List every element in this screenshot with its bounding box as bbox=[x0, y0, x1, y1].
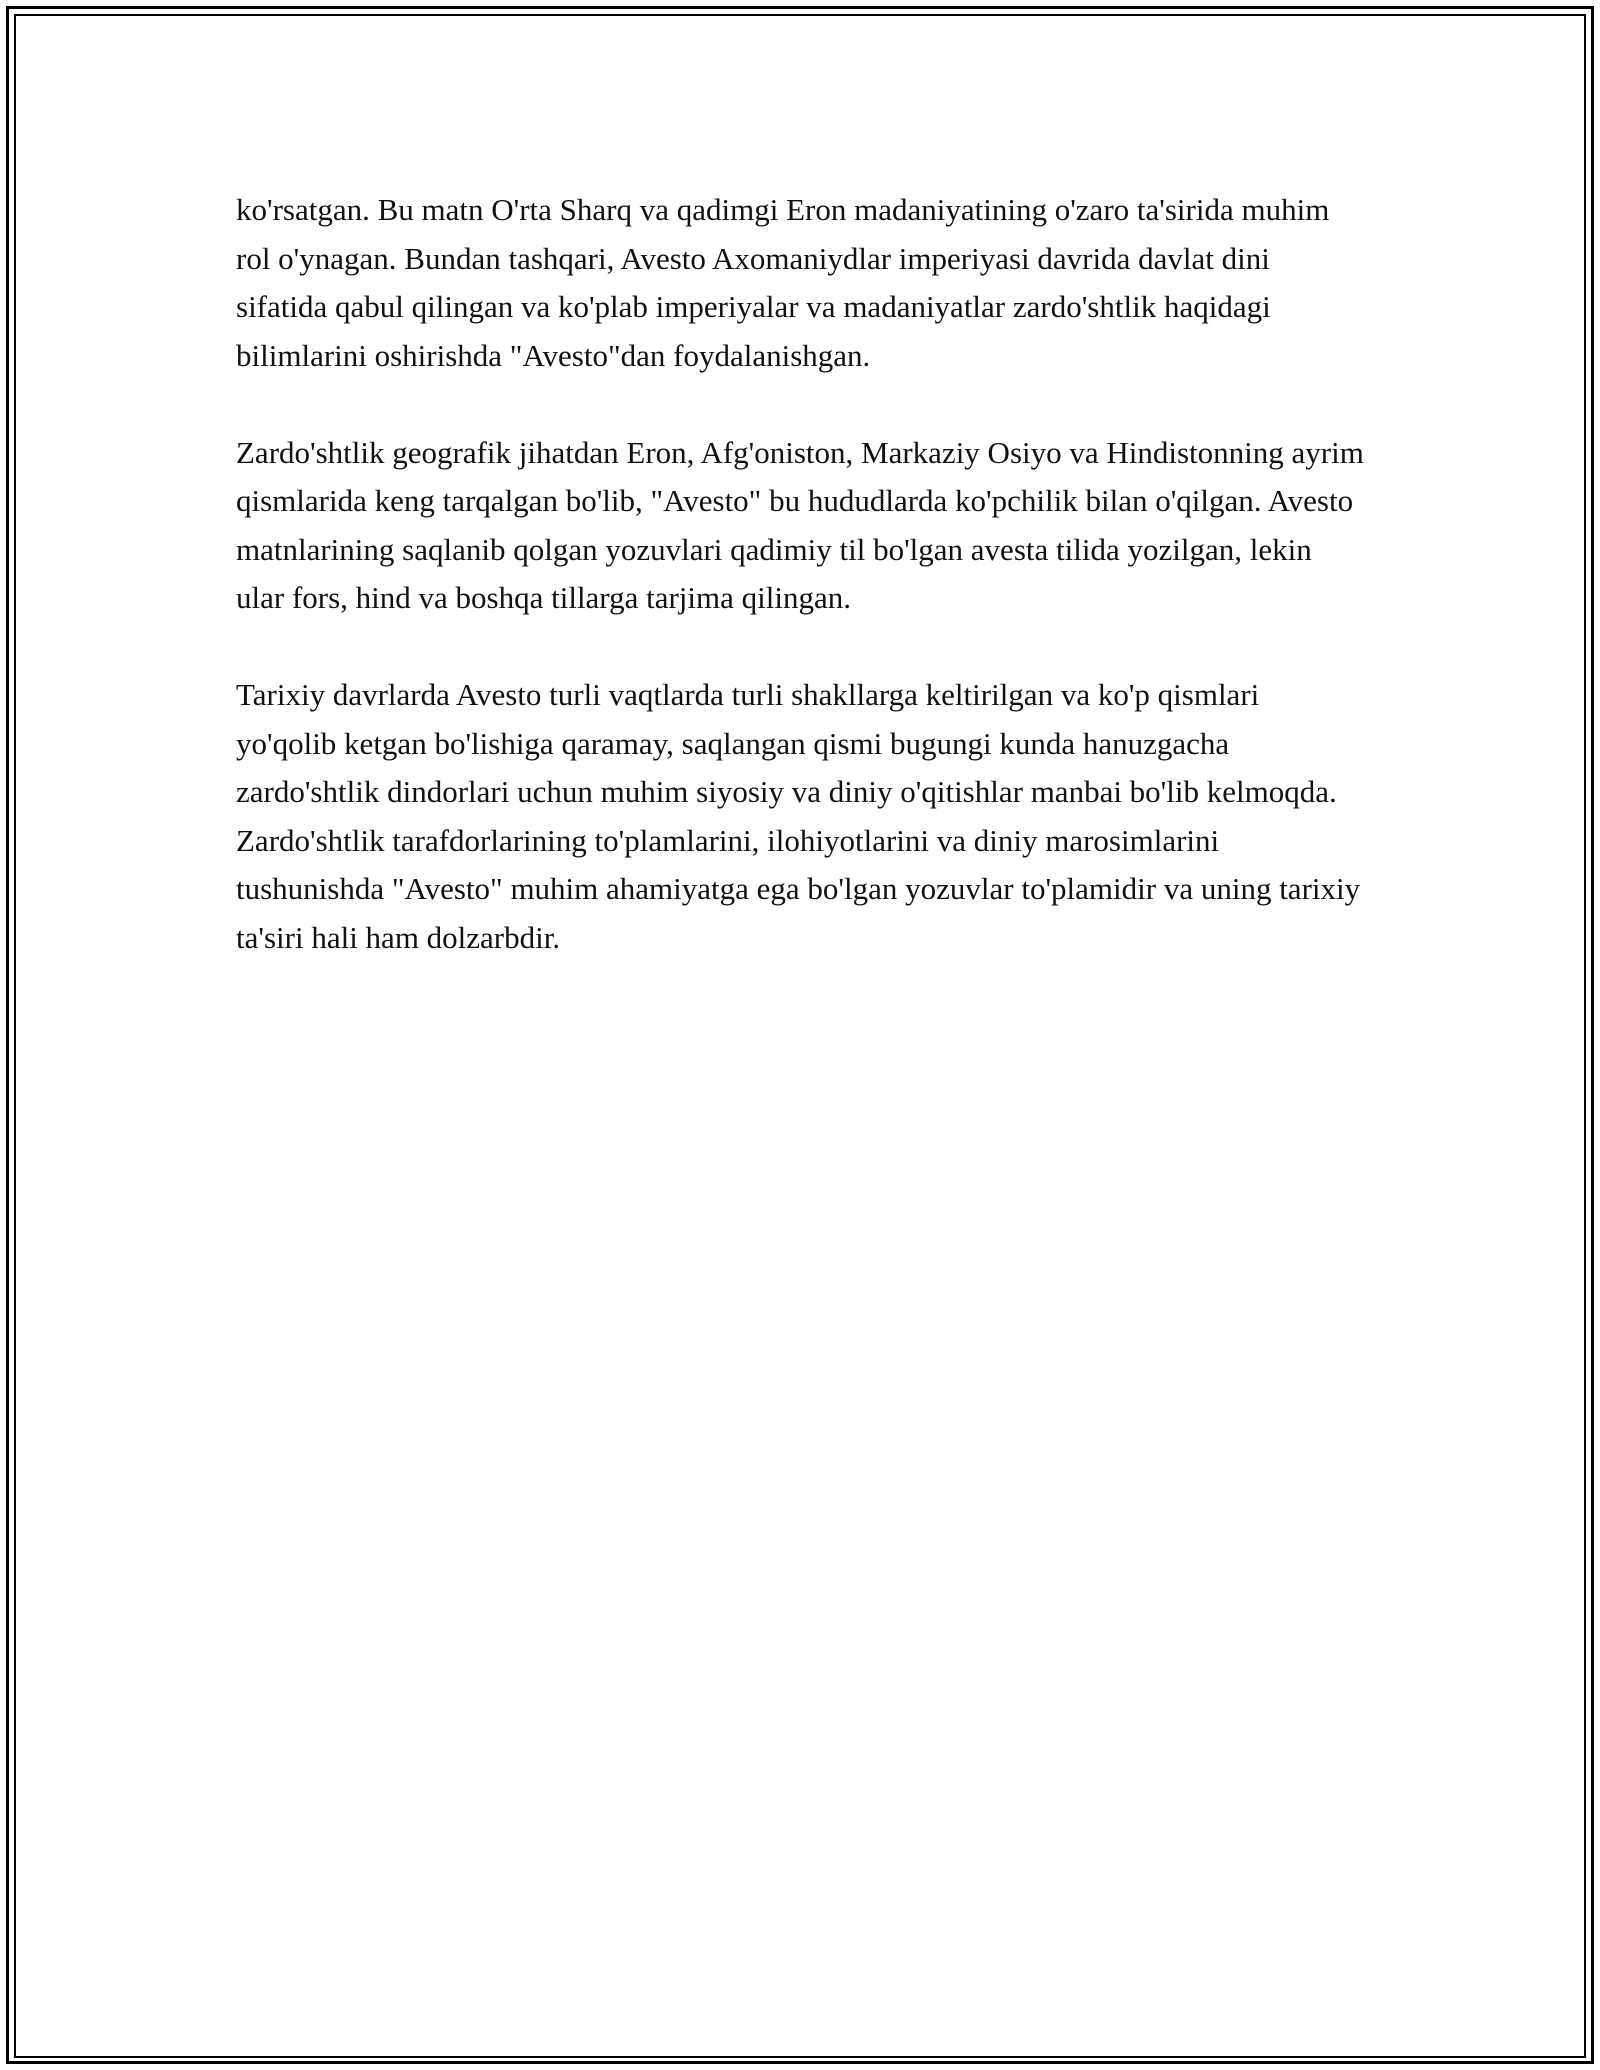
paragraph-2: Zardo'shtlik geografik jihatdan Eron, Afg'oniston, Markaziy Osiyo va Hindistonning ayrim qismlarida keng tarqalgan bo'lib, "Avesto" bu hududlarda ko'pchilik bilan o'qilgan. Avesto matnlarining saqlanib qolgan yozuvlari qadimiy til bo'lgan avesta tilida yozilgan, lekin ular fors, hind va boshqa tillarga tarjima qilingan. bbox=[236, 434, 1364, 615]
paragraph-1: ko'rsatgan. Bu matn O'rta Sharq va qadimgi Eron madaniyatining o'zaro ta'sirida muhim rol o'ynagan. Bundan tashqari, Avesto Axomaniydlar imperiyasi davrida davlat dini sifatida qabul qilingan va ko'plab imperiyalar va madaniyatlar zardo'shtlik haqidagi bilimlarini oshirishda "Avesto"dan foydalanishgan. bbox=[236, 192, 1330, 373]
document-body bbox=[236, 186, 1366, 1011]
paragraph-3: Tarixiy davrlarda Avesto turli vaqtlarda turli shakllarga keltirilgan va ko'p qismlari yo'qolib ketgan bo'lishiga qaramay, saqlangan qismi bugungi kunda hanuzgacha zardo'shtlik dindorlari uchun muhim siyosiy va diniy o'qitishlar manbai bo'lib kelmoqda. Zardo'shtlik tarafdorlarining to'plamlarini, ilohiyotlarini va diniy marosimlarini tushunishda "Avesto" muhim ahamiyatga ega bo'lgan yozuvlar to'plamidir va uning tarixiy ta'siri hali ham dolzarbdir. bbox=[236, 677, 1361, 955]
